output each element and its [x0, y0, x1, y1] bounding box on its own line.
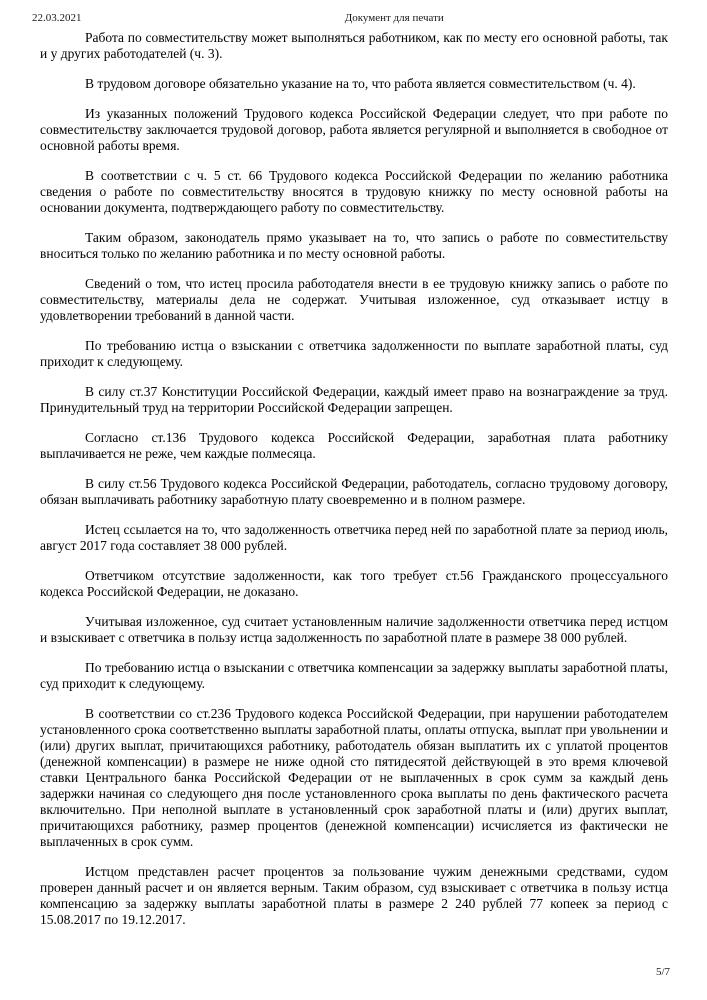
print-title: Документ для печати: [344, 12, 444, 24]
document-paragraph: В силу ст.37 Конституции Российской Федерации, каждый имеет право на вознаграждение за труд. Принудительный труд на территории Российской Федерации запрещен.: [40, 384, 668, 415]
document-paragraph: Сведений о том, что истец просила работодателя внести в ее трудовую книжку запись о работе по совместительству, материалы дела не содержат. Учитывая изложенное, суд отказывает истцу в удовлетворении требований в данной части.: [40, 276, 668, 323]
document-paragraph: Таким образом, законодатель прямо указывает на то, что запись о работе по совместительству вноситься только по желанию работника и по месту основной работы.: [40, 230, 668, 261]
document-paragraph: Истцом представлен расчет процентов за пользование чужим денежными средствами, судом проверен данный расчет и он является верным. Таким образом, суд взыскивает с ответчика в пользу истца компенсацию за задержку выплаты заработной платы в размере 2 240 рублей 77 копеек за период с 15.08.2017 по 19.12.2017.: [40, 864, 668, 927]
document-paragraph: Истец ссылается на то, что задолженность ответчика перед ней по заработной плате за период июль, август 2017 года составляет 38 000 рублей.: [40, 522, 668, 553]
document-paragraph: По требованию истца о взыскании с ответчика задолженности по выплате заработной платы, суд приходит к следующему.: [40, 338, 668, 369]
document-paragraph: Учитывая изложенное, суд считает установленным наличие задолженности ответчика перед истцом и взыскивает с ответчика в пользу истца задолженность по заработной плате в размере 38 000 рублей.: [40, 614, 668, 645]
document-paragraph: В соответствии с ч. 5 ст. 66 Трудового кодекса Российской Федерации по желанию работника сведения о работе по совместительству вносятся в трудовую книжку по месту основной работы на основании документа, подтверждающего работу по совместительству.: [40, 168, 668, 215]
document-paragraph: Из указанных положений Трудового кодекса Российской Федерации следует, что при работе по совместительству заключается трудовой договор, работа является регулярной и выполняется в свободное от основной работы время.: [40, 106, 668, 153]
document-paragraph: В трудовом договоре обязательно указание на то, что работа является совместительством (ч. 4).: [85, 76, 636, 91]
document-paragraph: Согласно ст.136 Трудового кодекса Российской Федерации, заработная плата работнику выплачивается не реже, чем каждые полмесяца.: [40, 430, 668, 461]
document-paragraph: В силу ст.56 Трудового кодекса Российской Федерации, работодатель, согласно трудовому договору, обязан выплачивать работнику заработную плату своевременно и в полном размере.: [40, 476, 668, 507]
document-body: [40, 30, 668, 942]
document-paragraph: Ответчиком отсутствие задолженности, как того требует ст.56 Гражданского процессуального кодекса Российской Федерации, не доказано.: [40, 568, 668, 599]
document-paragraph: По требованию истца о взыскании с ответчика компенсации за задержку выплаты заработной платы, суд приходит к следующему.: [40, 660, 668, 691]
document-paragraph: Работа по совместительству может выполняться работником, как по месту его основной работы, так и у других работодателей (ч. 3).: [40, 30, 668, 61]
print-header: [32, 12, 707, 25]
page-number: 5/7: [655, 966, 670, 978]
document-paragraph: В соответствии со ст.236 Трудового кодекса Российской Федерации, при нарушении работодателем установленного срока соответственно выплаты заработной платы, оплаты отпуска, выплат при увольнении и (или) других выплат, причитающихся работнику, работодатель обязан выплатить их с уплатой процентов (денежной компенсации) в размере не ниже одной сто пятидесятой действующей в это время ключевой ставки Центрального банка Российской Федерации от не выплаченных в срок сумм за каждый день задержки начиная со следующего дня после установленного срока выплаты по день фактического расчета включительно. При неполной выплате в установленный срок заработной платы и (или) других выплат, причитающихся работнику, размер процентов (денежной компенсации) исчисляется из фактически не выплаченных в срок сумм.: [40, 706, 668, 849]
print-date: 22.03.2021: [32, 12, 82, 24]
